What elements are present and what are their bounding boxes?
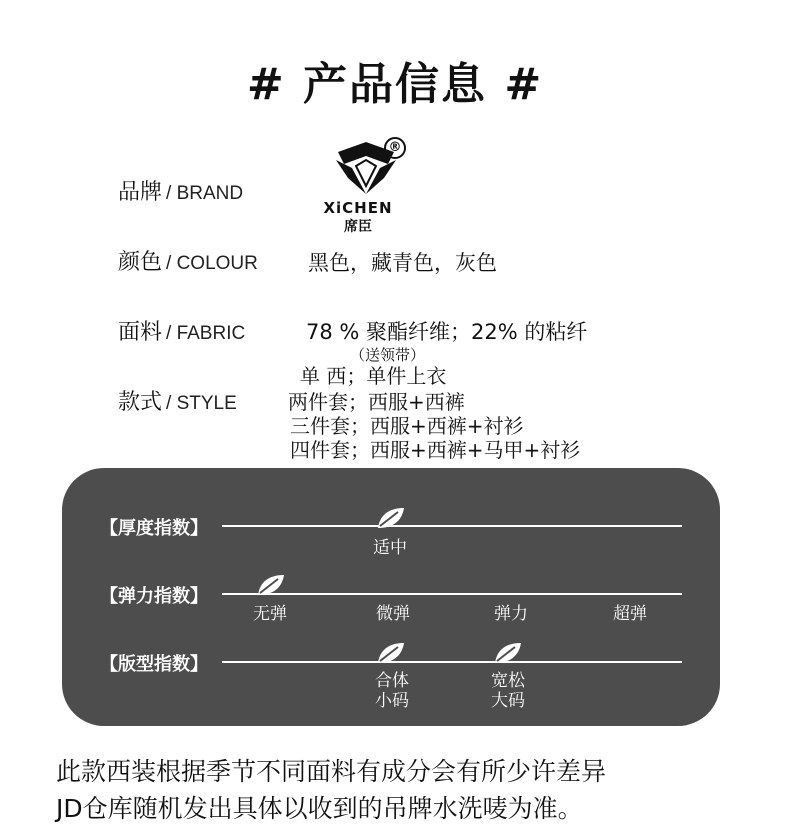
fit-option-sub: 大码 — [491, 691, 525, 711]
style-note: （送领带） — [350, 346, 426, 364]
indicator-panel — [62, 468, 720, 726]
elasticity-label: 【弹力指数】 — [100, 586, 208, 607]
colour-value: 黑色，藏青色，灰色 — [308, 251, 497, 275]
elasticity-scale-line — [222, 593, 682, 595]
style-label — [118, 385, 237, 416]
brand-label-cn: 品牌 — [118, 180, 163, 205]
brand-label-en: / BRAND — [166, 183, 244, 204]
footer-note: JD仓库随机发出具体以收到的吊牌水洗唛为准。 — [56, 794, 583, 823]
fabric-value: 78 % 聚酯纤维；22% 的粘纤 — [306, 320, 588, 344]
fit-scale-line — [222, 661, 682, 663]
leaf-icon — [493, 641, 523, 665]
style-line: 单 西；单件上衣 — [300, 364, 447, 388]
style-label-cn: 款式 — [118, 390, 163, 415]
brand-logo-cn: 席臣 — [344, 219, 372, 235]
fit-option-sub: 小码 — [375, 691, 409, 711]
thickness-label: 【厚度指数】 — [100, 518, 208, 539]
fit-option — [486, 671, 530, 711]
registered-mark: ® — [384, 137, 406, 159]
leaf-icon — [256, 573, 286, 597]
footer-note: 此款西装根据季节不同面料有成分会有所少许差异 — [56, 757, 607, 786]
thickness-scale-line — [222, 525, 682, 527]
colour-label-en: / COLOUR — [166, 253, 258, 274]
fabric-label-cn: 面料 — [118, 320, 163, 345]
fit-option-label: 合体 — [375, 671, 409, 691]
fabric-label — [118, 315, 245, 346]
colour-label — [118, 245, 258, 276]
leaf-icon — [376, 506, 406, 530]
elasticity-option: 无弹 — [253, 604, 287, 624]
thickness-option: 适中 — [373, 538, 407, 558]
elasticity-option: 微弹 — [376, 604, 410, 624]
brand-label — [118, 175, 243, 206]
brand-logo-text: XiCHEN — [323, 199, 393, 217]
style-label-en: / STYLE — [166, 393, 237, 414]
style-line: 四件套；西服+西裤+马甲+衬衫 — [290, 438, 581, 462]
page-title: # 产品信息 # — [246, 59, 544, 110]
colour-label-cn: 颜色 — [118, 250, 163, 275]
fabric-label-en: / FABRIC — [166, 323, 246, 344]
style-line: 三件套；西服+西裤+衬衫 — [290, 414, 524, 438]
leaf-icon — [376, 641, 406, 665]
style-line: 两件套；西服+西裤 — [288, 390, 465, 414]
fit-option-label: 宽松 — [491, 671, 525, 691]
fit-option — [370, 671, 414, 711]
elasticity-option: 弹力 — [494, 604, 528, 624]
elasticity-option: 超弹 — [613, 604, 647, 624]
fit-label: 【版型指数】 — [100, 654, 208, 675]
